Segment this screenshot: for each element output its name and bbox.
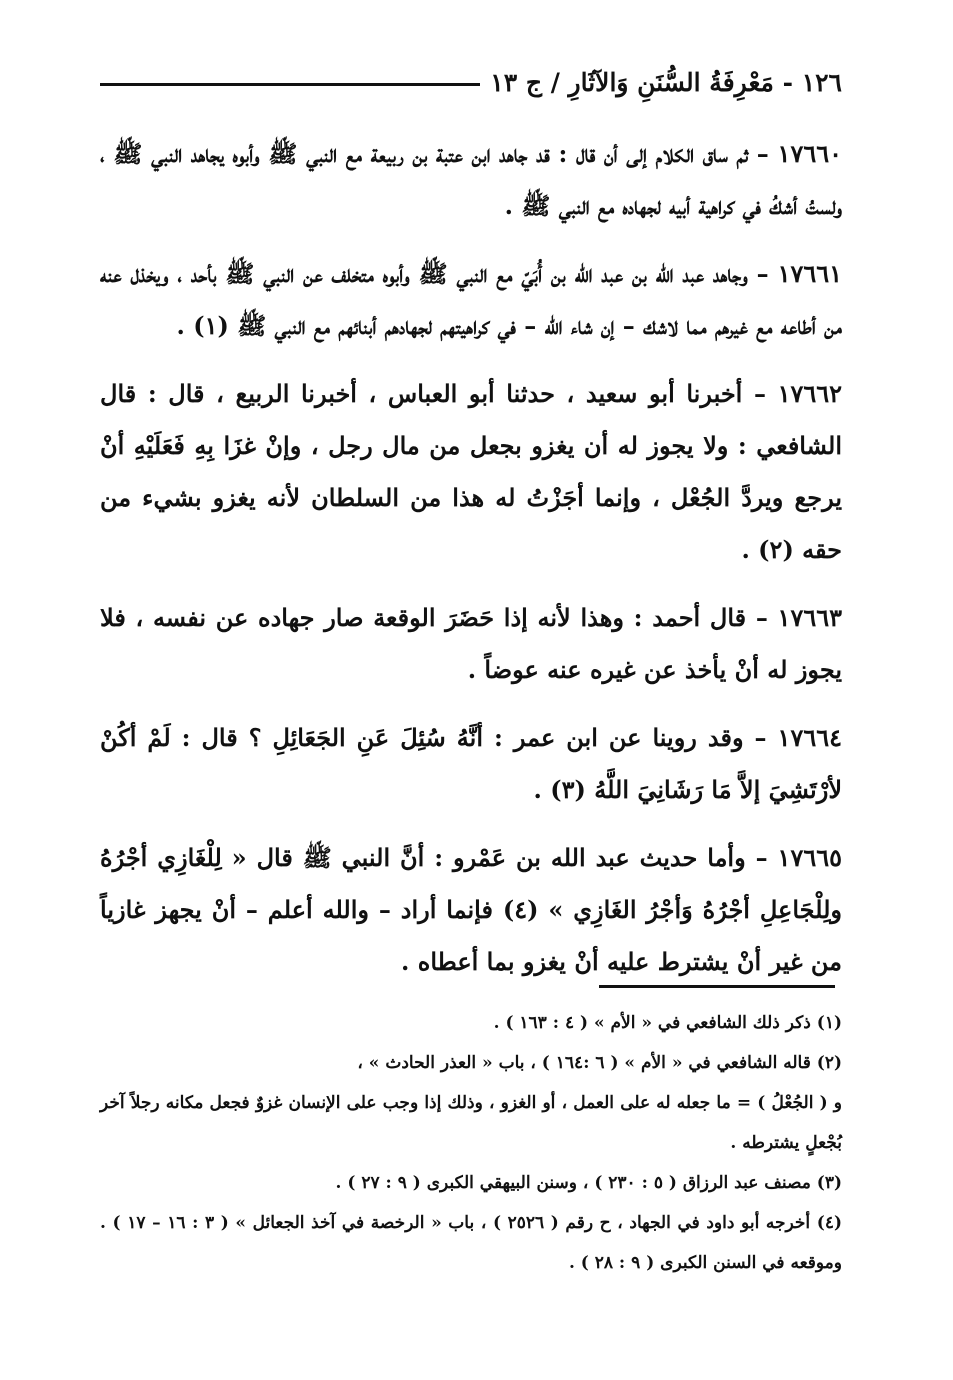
footnote-continuation: و ( الجُعْلُ ) = ما جعله له على العمل ، أو الغزو ، وذلك إذا وجب على الإنسان غزوٌ فجعل مكانه رجلاً آخر بُجْعلٍ يشترطه . — [100, 1093, 842, 1153]
paragraph-text: – ثم ساق الكلام إلى أن قال : قد جاهد ابن عتبة بن ربيعة مع النبي ﷺ وأبوه يجاهد النبي ﷺ ، ولستُ أشكُ في كراهية أبيه لجهاده مع النبي ﷺ . — [100, 139, 842, 220]
footnote: (٣) مصنف عبد الرزاق ( ٥ : ٢٣٠ ) ، وسنن البيهقي الكبرى ( ٩ : ٢٧ ) . — [335, 1173, 842, 1193]
paragraph-number: ١٧٦٦٤ — [777, 723, 842, 752]
running-header: ١٢٦ - مَعْرِفَةُ السُّنَنِ وَالآثَارِ / ج ١٣ — [490, 67, 842, 97]
paragraph-text: – وأما حديث عبد الله بن عَمْرو : أنَّ النبي ﷺ قال « لِلْغَازِي أجْرُهُ ولِلْجَاعِلِ أجْرُهُ وَأجْرُ الغَازِي » (٤) فإنما أراد – والله أعلم – أنْ يجهز غازياً من غير أنْ يشترط عليه أنْ يغزو بما أعطاه . — [100, 843, 843, 976]
paragraph-text: – أخبرنا أبو سعيد ، حدثنا أبو العباس ، أخبرنا الربيع ، قال : قال الشافعي : ولا يجوز له أن يغزو بجعل من مال رجل ، وإنْ غزَا بِهِ فَعَلَيْهِ أنْ يرجع ويردَّ الجُعْل ، وإنما أجَزْتُ له هذا من السلطان لأنه يغزو بشيء من حقه (٢) . — [100, 379, 842, 564]
page-header — [100, 62, 842, 102]
paragraph-text: – قال أحمد : وهذا لأنه إذا حَضَرَ الوقعة صار جهاده عن نفسه ، فلا يجوز له أنْ يأخذ عن غيره عنه عوضاً . — [100, 603, 842, 684]
paragraph — [100, 832, 842, 988]
paragraph — [100, 248, 842, 352]
paragraph-number: ١٧٦٦١ — [777, 259, 843, 288]
header-rule — [100, 83, 480, 86]
footnote: (٢) قاله الشافعي في « الأم » ( ٦ :١٦٤ ) ، باب « العذر الحادث » ، — [357, 1053, 842, 1073]
paragraph-text: – وقد روينا عن ابن عمر : أنَّهُ سُئِلَ عَنِ الجَعَائِلِ ؟ قال : لَمْ أكُنْ لأرْتَشِيَ إلاَّ مَا رَشَانِيَ اللَّهُ (٣) . — [100, 723, 842, 804]
paragraph — [100, 592, 842, 696]
paragraph-number: ١٧٦٦٠ — [777, 139, 842, 168]
footnote: (١) ذكر ذلك الشافعي في « الأم » ( ٤ : ١٦٣ ) . — [493, 1013, 842, 1033]
paragraph-number: ١٧٦٦٣ — [777, 603, 842, 632]
paragraph-number: ١٧٦٦٢ — [777, 379, 843, 408]
footnote-separator — [599, 985, 835, 988]
paragraph — [100, 128, 842, 232]
paragraph — [100, 368, 842, 576]
paragraph — [100, 712, 842, 816]
main-text — [100, 128, 842, 1004]
paragraph-text: – وجاهد عبد الله بن عبد الله بن أُبَيّ مع النبي ﷺ وأبوه متخلف عن النبي ﷺ بأحد ، ويخذل عنه من أطاعه مع غيرهم مما لاشك – إن شاء الله – في كراهيتهم لجهادهم أبنائهم مع النبي ﷺ (١) . — [100, 259, 842, 340]
paragraph-number: ١٧٦٦٥ — [777, 843, 842, 872]
footnotes — [100, 1003, 842, 1283]
footnote: (٤) أخرجه أبو داود في الجهاد ، ح رقم ( ٢٥٢٦ ) ، باب « الرخصة في آخذ الجعائل » ( ٣ : ١٦ – ١٧ ) . وموقعه في السنن الكبرى ( ٩ : ٢٨ ) . — [100, 1213, 842, 1273]
